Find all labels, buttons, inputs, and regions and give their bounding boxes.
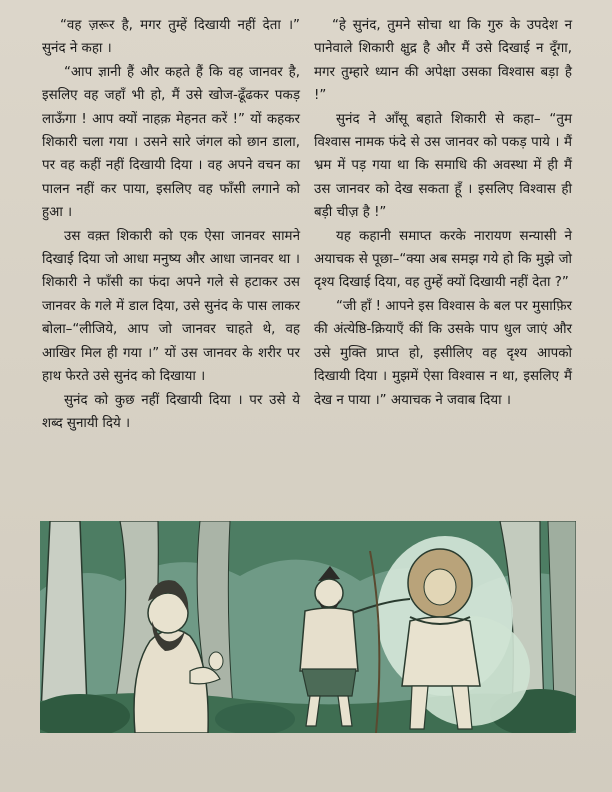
paragraph: “हे सुनंद, तुमने सोचा था कि गुरु के उपदेश न पानेवाले शिकारी क्षुद्र है और मैं उसे दिखाई न दूँगा, मगर तुम्हारे ध्यान की अपेक्षा उसका विश्वास बड़ा है !” [314,18,572,104]
paragraph: “जी हाँ ! आपने इस विश्वास के बल पर मुसाफ़िर की अंत्येष्ठि-क्रियाएँ कीं कि उसके पाप धुल जाएं और उसे मुक्ति प्राप्त हो, इसीलिए वह दृश्य आपको दिखायी दिया । मुझमें ऐसा विश्वास न था, इसलिए मैं देख न पाया ।” अयाचक ने जवाब दिया । [314,298,572,408]
paragraph: “आप ज्ञानी हैं और कहते हैं कि वह जानवर है, इसलिए वह जहाँ भी हो, मैं उसे खोज-ढूँढकर पकड़ लाऊँगा ! आप क्यों नाहक़ मेहनत करें !” यों कहकर शिकारी चला गया । उसने सारे जंगल को छान डाला, पर वह कहीं नहीं दिखायी दिया । वह अपने वचन का पालन नहीं कर पाया, इसलिए वह फाँसी लगाने को हुआ । [42,64,300,221]
illustration-svg [40,521,576,733]
left-text-column [42,14,300,435]
paragraph: “वह ज़रूर है, मगर तुम्हें दिखायी नहीं देता ।” सुनंद ने कहा । [42,18,300,57]
right-text-column [314,14,572,412]
paragraph: यह कहानी समाप्त करके नारायण सन्यासी ने अयाचक से पूछा–“क्या अब समझ गये हो कि मुझे जो दृश्य दिखाई दिया, वह तुम्हें क्यों दिखायी नहीं देता ?” [314,228,572,291]
paragraph: उस वक़्त शिकारी को एक ऐसा जानवर सामने दिखाई दिया जो आधा मनुष्य और आधा जानवर था । शिकारी ने फाँसी का फंदा अपने गले से हटाकर उस जानवर के गले में डाल दिया, उसे सुनंद के पास लाकर बोला–“लीजिये, आप जो जानवर चाहते थे, वह आखिर मिल ही गया ।” यों उस जानवर के शरीर पर हाथ फेरते उसे सुनंद को दिखाया । [42,228,300,385]
paragraph: सुनंद ने आँसू बहाते शिकारी से कहा– “तुम विश्वास नामक फंदे से उस जानवर को पकड़ पाये । मैं भ्रम में पड़ गया था कि समाधि की अवस्था में ही मैं उस जानवर को देख सकता हूँ । इसलिए विश्वास ही बड़ी चीज़ है !” [314,111,572,221]
forest-scene-illustration [40,521,576,733]
paragraph: सुनंद को कुछ नहीं दिखायी दिया । पर उसे ये शब्द सुनायी दिये । [42,392,300,431]
